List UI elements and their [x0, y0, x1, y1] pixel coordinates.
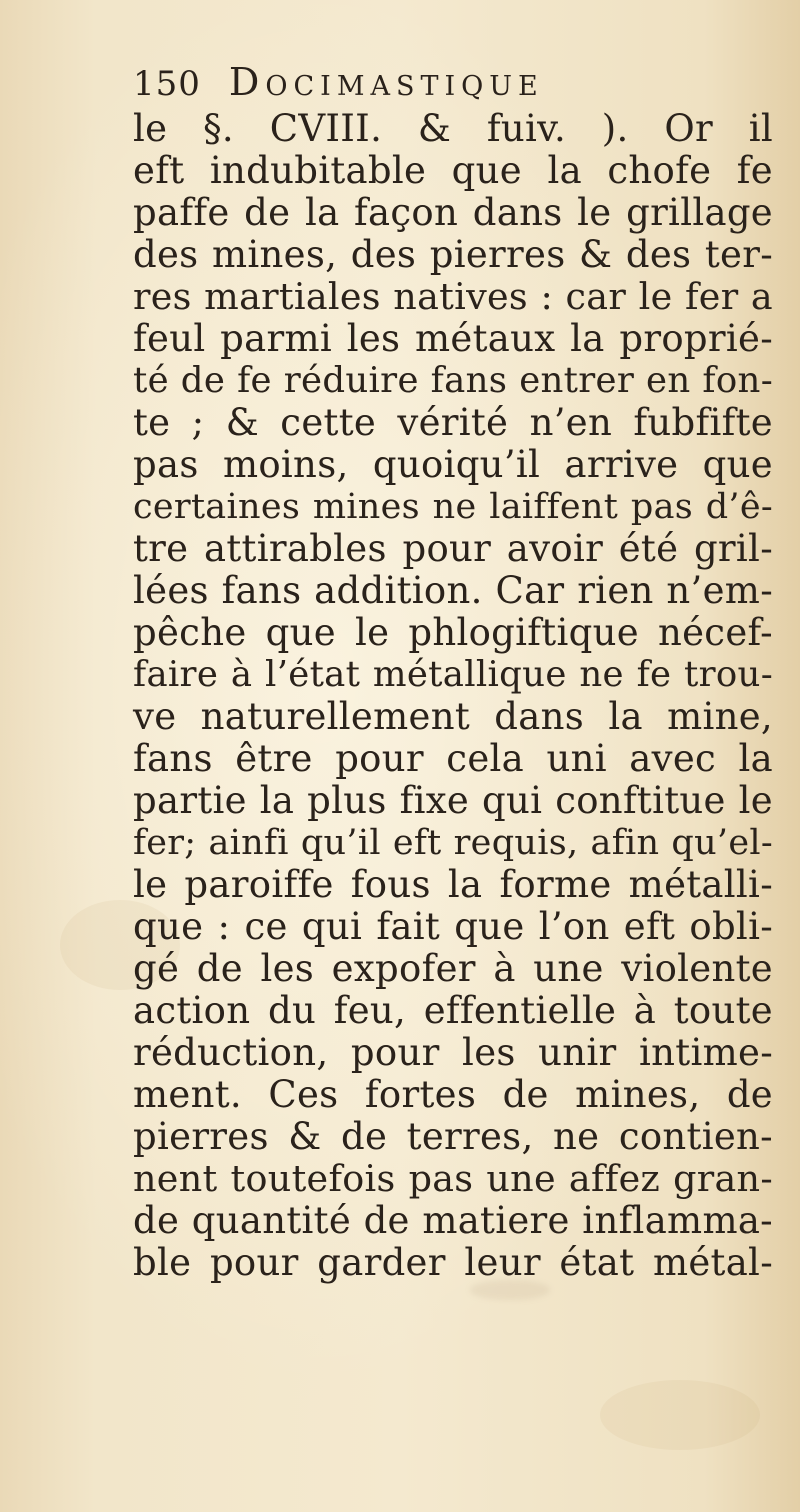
- text-line: partie la plus fixe qui conftitue le: [133, 779, 773, 822]
- page-number: 150: [133, 64, 201, 104]
- text-line: faire à l’état métallique ne fe trou-: [133, 654, 773, 695]
- text-line: tre attirables pour avoir été gril-: [133, 527, 773, 570]
- text-line: de quantité de matiere inflamma-: [133, 1199, 773, 1242]
- text-line: fans être pour cela uni avec la: [133, 737, 773, 780]
- text-line: eft indubitable que la chofe fe: [133, 149, 773, 192]
- text-line: le §. CVIII. & fuiv. ). Or il: [133, 107, 773, 150]
- text-line: ve naturellement dans la mine,: [133, 695, 773, 738]
- text-line: te ; & cette vérité n’en fubfifte: [133, 401, 773, 444]
- text-line: feul parmi les métaux la proprié-: [133, 317, 773, 360]
- text-line: action du feu, effentielle à toute: [133, 989, 773, 1032]
- text-line: réduction, pour les unir intime-: [133, 1031, 773, 1074]
- body-text: [133, 108, 773, 1284]
- text-line: gé de les expofer à une violente: [133, 947, 773, 990]
- text-line: pêche que le phlogiftique nécef-: [133, 611, 773, 654]
- text-line: nent toutefois pas une affez gran-: [133, 1157, 773, 1200]
- text-line: des mines, des pierres & des ter-: [133, 233, 773, 276]
- text-line: que : ce qui fait que l’on eft obli-: [133, 905, 773, 948]
- text-line: res martiales natives : car le fer a: [133, 275, 773, 318]
- text-line: le paroiffe fous la forme métalli-: [133, 863, 773, 906]
- text-line: pas moins, quoiqu’il arrive que: [133, 443, 773, 486]
- paper-stain: [600, 1380, 760, 1450]
- text-line: ment. Ces fortes de mines, de: [133, 1073, 773, 1116]
- text-line: paffe de la façon dans le grillage: [133, 191, 773, 234]
- text-line: pierres & de terres, ne contien-: [133, 1115, 773, 1158]
- running-title: Docimastique: [228, 60, 544, 104]
- text-line: fer; ainfi qu’il eft requis, afin qu’el-: [133, 823, 773, 863]
- text-line: ble pour garder leur état métal-: [133, 1241, 773, 1284]
- text-line: té de fe réduire fans entrer en fon-: [133, 360, 773, 401]
- text-line: certaines mines ne laiffent pas d’ê-: [133, 487, 773, 527]
- text-line: lées fans addition. Car rien n’em-: [133, 569, 773, 612]
